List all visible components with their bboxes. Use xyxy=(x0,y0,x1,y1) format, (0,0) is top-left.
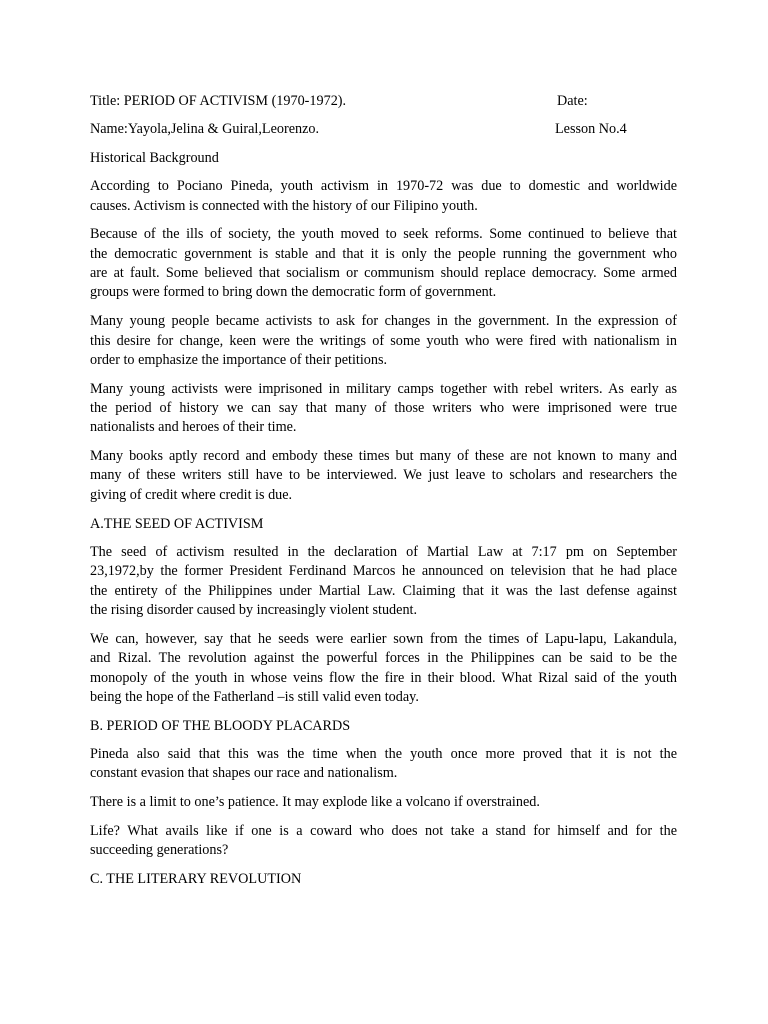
paragraph-line: nationalists and heroes of their time. xyxy=(90,419,297,436)
lesson-number: Lesson No.4 xyxy=(555,121,627,138)
paragraph xyxy=(90,793,677,812)
date-label: Date: xyxy=(557,93,588,109)
paragraph-line: According to Pociano Pineda, youth activism in 1970-72 was due to domestic and worldwide xyxy=(90,178,677,195)
document-body xyxy=(90,149,677,890)
name-row xyxy=(90,120,677,139)
paragraph-line: succeeding generations? xyxy=(90,842,229,859)
paragraph xyxy=(90,745,677,784)
paragraph-line: are at fault. Some believed that socialism or communism should replace democracy. Some armed xyxy=(90,265,677,282)
section-heading: Historical Background xyxy=(90,149,219,166)
paragraph-line: order to emphasize the importance of their petitions. xyxy=(90,351,388,368)
paragraph xyxy=(90,380,677,438)
paragraph-line: Many books aptly record and embody these times but many of these are not known to many and xyxy=(90,448,677,465)
paragraph xyxy=(90,543,677,621)
document-page xyxy=(90,92,677,898)
paragraph-line: groups were formed to bring down the democratic form of government. xyxy=(90,284,497,301)
section-heading: A.THE SEED OF ACTIVISM xyxy=(90,515,264,532)
paragraph xyxy=(90,447,677,505)
paragraph-line: Life? What avails like if one is a coward who does not take a stand for himself and for the xyxy=(90,822,677,839)
paragraph-line: Many young activists were imprisoned in military camps together with rebel writers. As early as xyxy=(90,380,677,397)
paragraph-line: Pineda also said that this was the time when the youth once more proved that it is not the xyxy=(90,746,677,763)
document-title: Title: PERIOD OF ACTIVISM (1970-1972). xyxy=(90,93,347,109)
paragraph-line: The seed of activism resulted in the declaration of Martial Law at 7:17 pm on September xyxy=(90,543,677,560)
paragraph xyxy=(90,822,677,861)
paragraph xyxy=(90,312,677,370)
section-heading: B. PERIOD OF THE BLOODY PLACARDS xyxy=(90,717,351,734)
paragraph-line: and Rizal. The revolution against the powerful forces in the Philippines can be said to be the xyxy=(90,650,677,667)
paragraph-line: giving of credit where credit is due. xyxy=(90,486,293,503)
paragraph xyxy=(90,177,677,216)
paragraph-line: Because of the ills of society, the youth moved to seek reforms. Some continued to believe that xyxy=(90,226,677,243)
paragraph-line: the democratic government is stable and that it is only the people running the government who xyxy=(90,245,677,262)
paragraph-line: We can, however, say that he seeds were earlier sown from the times of Lapu-lapu, Lakandula, xyxy=(90,630,677,647)
paragraph-line: many of these writers still have to be interviewed. We just leave to scholars and researchers the xyxy=(90,467,677,484)
title-row xyxy=(90,92,677,111)
paragraph-line: monopoly of the youth in whose veins flow the fire in their blood. What Rizal said of the youth xyxy=(90,669,677,686)
paragraph-line: the period of history we can say that many of those writers who were imprisoned were true xyxy=(90,399,677,416)
paragraph-line: this desire for change, keen were the writings of some youth who were fired with nationalism in xyxy=(90,332,677,349)
paragraph-line: the entirety of the Philippines under Martial Law. Claiming that it was the last defense against xyxy=(90,582,677,599)
paragraph xyxy=(90,630,677,708)
paragraph-line: the rising disorder caused by increasingly violent student. xyxy=(90,602,418,619)
paragraph-line: being the hope of the Fatherland –is still valid even today. xyxy=(90,688,419,705)
paragraph-line: 23,1972,by the former President Ferdinand Marcos he announced on television that he had place xyxy=(90,563,677,580)
paragraph-line: causes. Activism is connected with the history of our Filipino youth. xyxy=(90,197,478,214)
section-heading: C. THE LITERARY REVOLUTION xyxy=(90,870,302,887)
paragraph-line: Many young people became activists to ask for changes in the government. In the expression of xyxy=(90,313,677,330)
paragraph-line: There is a limit to one’s patience. It may explode like a volcano if overstrained. xyxy=(90,794,540,811)
paragraph xyxy=(90,225,677,303)
author-names: Name:Yayola,Jelina & Guiral,Leorenzo. xyxy=(90,121,320,138)
paragraph-line: constant evasion that shapes our race and nationalism. xyxy=(90,765,398,782)
